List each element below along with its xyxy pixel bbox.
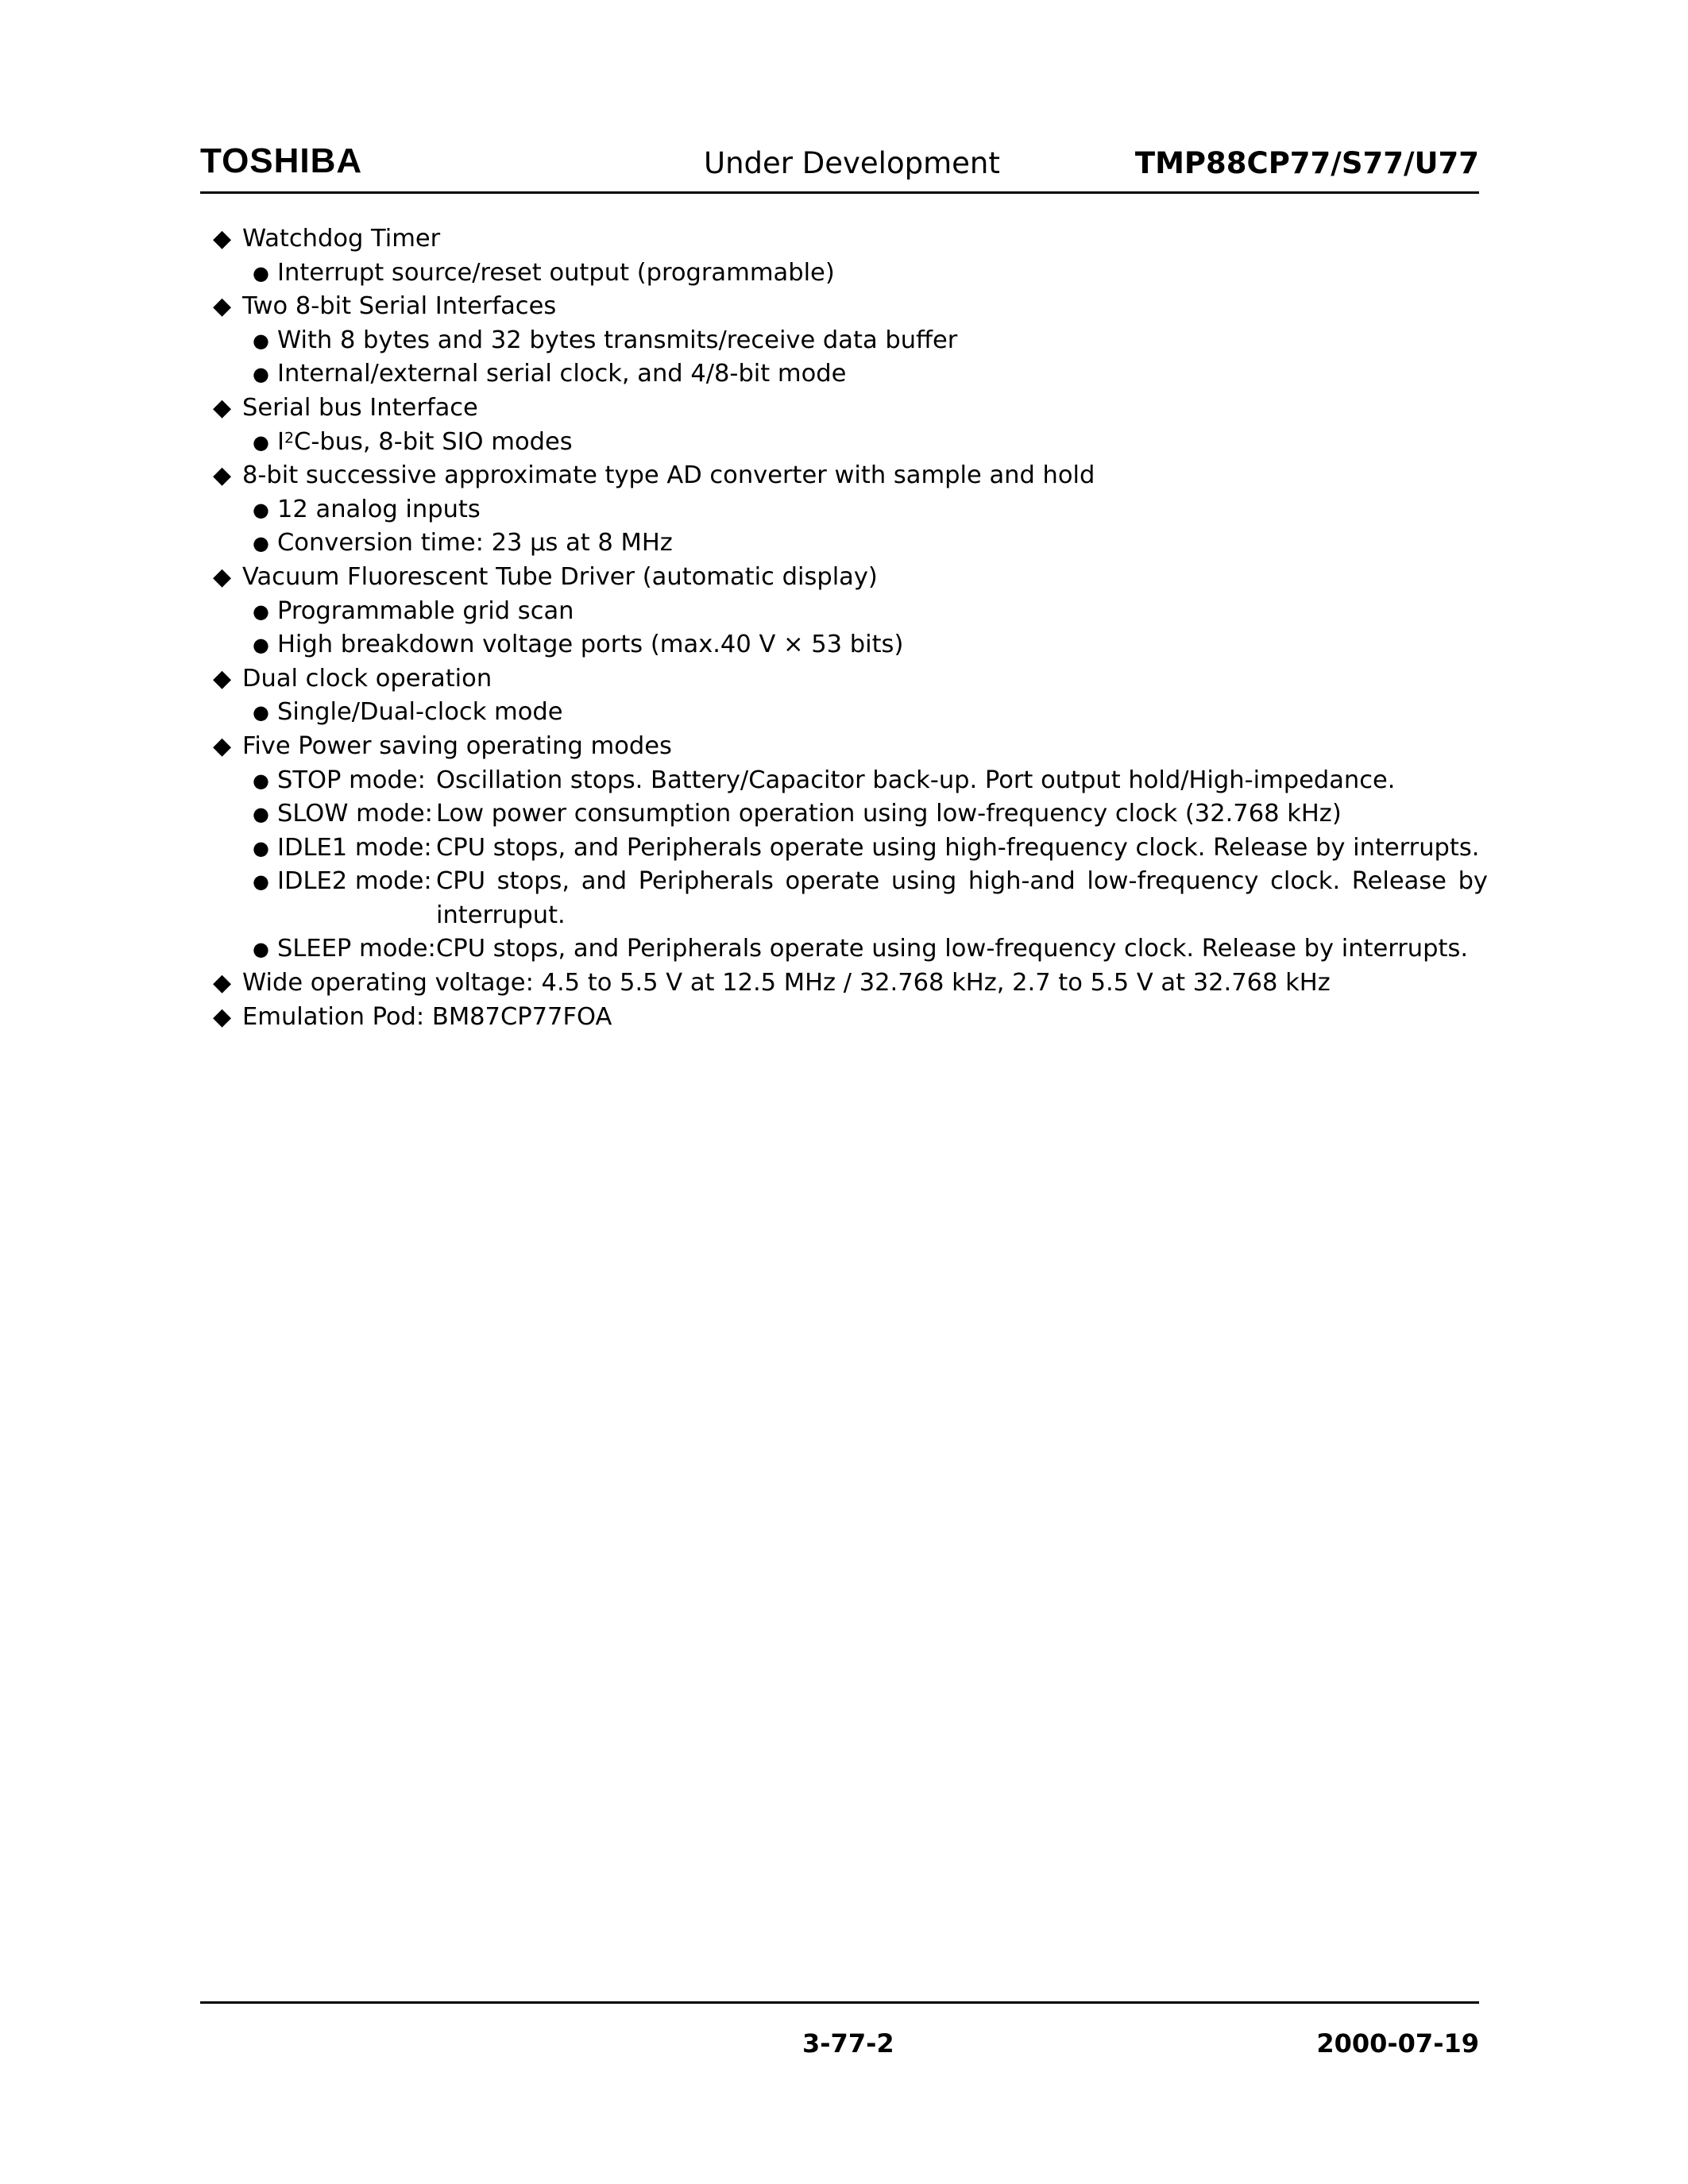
section-power-saving-modes xyxy=(213,730,1488,967)
part-number: TMP88CP77/S77/U77 xyxy=(1134,146,1479,180)
list-item: ● Conversion time: 23 μs at 8 MHz xyxy=(213,527,1488,561)
list-item: ● 12 analog inputs xyxy=(213,493,1488,527)
diamond-icon: ◆ xyxy=(213,731,232,760)
diamond-icon: ◆ xyxy=(213,461,232,490)
mode-item-idle1 xyxy=(213,832,1488,866)
mode-description: CPU stops, and Peripherals operate using high-frequency clock. Release by interrupts. xyxy=(436,833,1480,862)
section-title: Dual clock operation xyxy=(242,664,492,693)
section-title: Emulation Pod: BM87CP77FOA xyxy=(242,1002,612,1031)
bullet-dot-icon: ● xyxy=(253,329,269,352)
mode-description: CPU stops, and Peripherals operate using low-frequency clock. Release by interrupts. xyxy=(436,935,1469,963)
mode-item-slow xyxy=(213,797,1488,832)
bullet-dot-icon: ● xyxy=(253,532,269,555)
bullet-dot-icon: ● xyxy=(253,938,269,961)
diamond-icon: ◆ xyxy=(213,225,232,253)
mode-label: IDLE1 mode: xyxy=(277,833,432,862)
bullet-dot-icon: ● xyxy=(253,769,269,792)
bullet-dot-icon: ● xyxy=(253,836,269,859)
list-item: ● Interrupt source/reset output (programmable) xyxy=(213,257,1488,291)
section-title: Wide operating voltage: 4.5 to 5.5 V at 12.5 MHz / 32.768 kHz, 2.7 to 5.5 V at 32.768 kHz xyxy=(242,969,1331,997)
list-item: ● With 8 bytes and 32 bytes transmits/receive data buffer xyxy=(213,324,1488,358)
section-title: Serial bus Interface xyxy=(242,393,478,422)
document-date: 2000-07-19 xyxy=(1316,2028,1479,2059)
section-ad-converter xyxy=(213,459,1488,561)
mode-item-idle2 xyxy=(213,865,1488,932)
mode-item-sleep xyxy=(213,932,1488,967)
mode-description: CPU stops, and Peripherals operate using high-and low-frequency clock. Release by interruput. xyxy=(436,867,1488,929)
list-item: ● High breakdown voltage ports (max.40 V × 53 bits) xyxy=(213,628,1488,662)
section-title: Five Power saving operating modes xyxy=(242,731,672,760)
mode-label: IDLE2 mode: xyxy=(277,867,432,896)
section-dual-clock xyxy=(213,662,1488,730)
section-title: Watchdog Timer xyxy=(242,225,441,253)
mode-label: SLEEP mode: xyxy=(277,935,436,963)
mode-item-stop xyxy=(213,764,1488,798)
mode-description: Oscillation stops. Battery/Capacitor back-up. Port output hold/High-impedance. xyxy=(436,766,1396,794)
header-divider xyxy=(200,191,1479,194)
section-serial-bus-interface xyxy=(213,392,1488,459)
list-item: ● Internal/external serial clock, and 4/8-bit mode xyxy=(213,357,1488,392)
development-status: Under Development xyxy=(704,146,1000,180)
diamond-icon: ◆ xyxy=(213,969,232,997)
list-item: ● $I^2C$-bus, 8-bit SIO modes xyxy=(213,426,1488,460)
toshiba-logo: TOSHIBA xyxy=(200,141,363,180)
bullet-dot-icon: ● xyxy=(253,363,269,386)
diamond-icon: ◆ xyxy=(213,393,232,422)
footer-divider xyxy=(200,2001,1479,2004)
bullet-dot-icon: ● xyxy=(253,634,269,657)
list-item: ● Single/Dual-clock mode xyxy=(213,696,1488,730)
diamond-icon: ◆ xyxy=(213,562,232,591)
diamond-icon: ◆ xyxy=(213,664,232,693)
section-operating-voltage xyxy=(213,967,1488,1001)
feature-list xyxy=(213,222,1488,1034)
mode-label: SLOW mode: xyxy=(277,800,433,828)
bullet-dot-icon: ● xyxy=(253,600,269,623)
bullet-dot-icon: ● xyxy=(253,430,269,453)
diamond-icon: ◆ xyxy=(213,292,232,321)
section-vft-driver xyxy=(213,561,1488,662)
section-title: 8-bit successive approximate type AD converter with sample and hold xyxy=(242,461,1095,490)
diamond-icon: ◆ xyxy=(213,1002,232,1031)
bullet-dot-icon: ● xyxy=(253,803,269,826)
bullet-dot-icon: ● xyxy=(253,261,269,284)
section-title: Two 8-bit Serial Interfaces xyxy=(242,292,557,321)
mode-description: Low power consumption operation using low-frequency clock (32.768 kHz) xyxy=(436,800,1342,828)
bullet-dot-icon: ● xyxy=(253,498,269,521)
bullet-dot-icon: ● xyxy=(253,870,269,893)
section-emulation-pod xyxy=(213,1001,1488,1035)
section-title: Vacuum Fluorescent Tube Driver (automatic display) xyxy=(242,562,878,591)
list-item: ● Programmable grid scan xyxy=(213,595,1488,629)
bullet-dot-icon: ● xyxy=(253,701,269,724)
section-serial-interfaces xyxy=(213,290,1488,392)
mode-label: STOP mode: xyxy=(277,766,426,794)
page-number: 3-77-2 xyxy=(802,2028,894,2059)
section-watchdog-timer xyxy=(213,222,1488,290)
page-header xyxy=(200,141,1479,189)
